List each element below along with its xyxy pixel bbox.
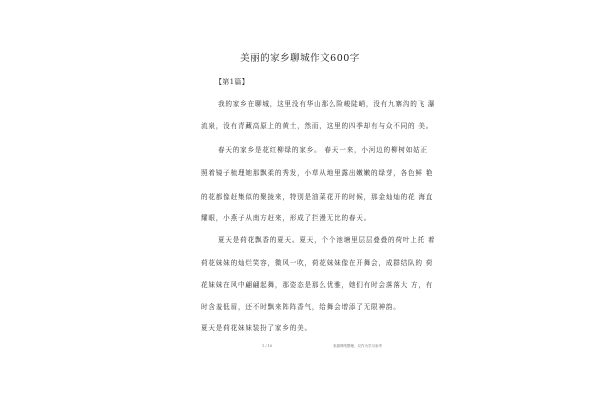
paragraph-line: 我的家乡在聊城，这里没有华山那么险峻陡峭，没有九寨沟的飞 瀑 bbox=[218, 100, 436, 108]
paragraph-line: 夏天是荷花飘香的夏天。夏天，个个池塘里层层叠叠的荷叶上托 着 bbox=[218, 236, 436, 244]
paragraph-line: 的花都像赶集似的聚拢来，特别是油菜花开的时候，那金灿灿的花 海直 bbox=[201, 193, 434, 201]
paragraph-line: 荷花妹妹的灿烂笑容，微风一吹，荷花妹妹像在开舞会，成群结队的 荷 bbox=[201, 259, 434, 267]
page-number: 1 / 10 bbox=[262, 344, 273, 348]
paragraph-line: 花妹妹在风中翩翩起舞，那姿态是那么优雅，她们有时会落落大 方，有 bbox=[201, 281, 434, 289]
document-title: 美丽的家乡聊城作文600字 bbox=[240, 53, 360, 64]
paragraph-line: 春天的家乡是花红柳绿的家乡。 春天一来，小河边的柳树如姑正 bbox=[218, 146, 428, 154]
paragraph-line: 流泉，没有青藏高原上的黄土，然而，这里的四季却有与众不同的 美。 bbox=[201, 122, 434, 130]
footer-note: 来源网络整理，仅作为学习参考 bbox=[333, 344, 382, 348]
paragraph-line: 耀眼，小燕子从南方赶来，形成了拦漫无比的春天。 bbox=[201, 214, 372, 222]
paragraph-line: 夏天是荷花妹妹装扮了家乡的美。 bbox=[201, 324, 312, 332]
section-label: 【第1篇】 bbox=[215, 78, 249, 86]
paragraph-line: 时含羞低眉，还不时飘来阵阵香气，给舞会增添了无限神韵。 bbox=[201, 303, 401, 311]
paragraph-line: 照着镜子梳理她那飘柔的秀发，小草从地里露出嫩嫩的绿芽，各色鲜 艳 bbox=[201, 169, 434, 177]
